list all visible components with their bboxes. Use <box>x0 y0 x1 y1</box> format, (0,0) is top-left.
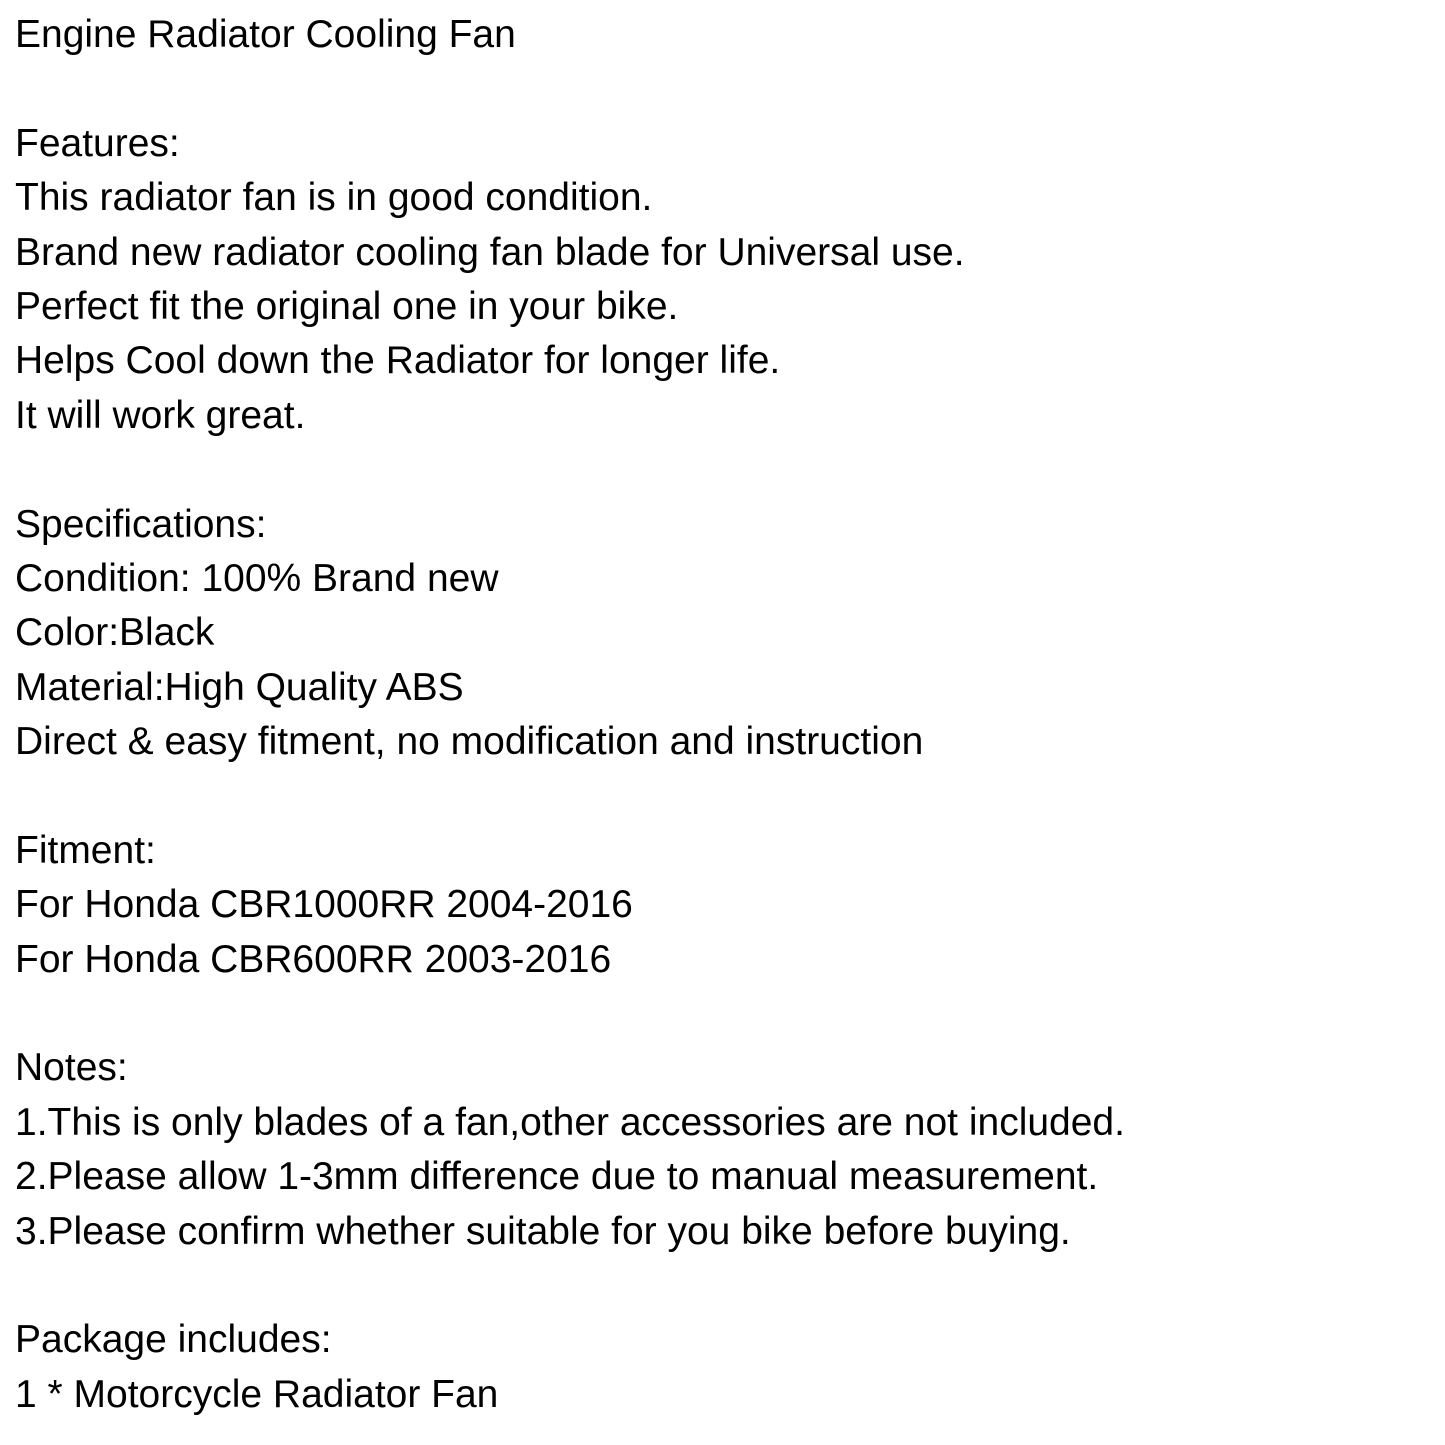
specifications-heading: Specifications: <box>15 502 267 546</box>
fitment-heading: Fitment: <box>15 828 156 872</box>
specification-item: Condition: 100% Brand new <box>15 556 499 600</box>
spacer <box>15 1259 1435 1313</box>
notes-heading: Notes: <box>15 1046 128 1090</box>
specifications-section <box>15 498 1435 770</box>
feature-item: It will work great. <box>15 393 306 437</box>
fitment-item: For Honda CBR600RR 2003-2016 <box>15 937 612 981</box>
spacer <box>15 987 1435 1041</box>
specification-item: Material:High Quality ABS <box>15 665 464 709</box>
product-description <box>15 8 1435 1422</box>
specification-item: Direct & easy fitment, no modification and instruction <box>15 720 924 764</box>
note-item: 2.Please allow 1-3mm difference due to manual measurement. <box>15 1155 1099 1199</box>
package-heading: Package includes: <box>15 1318 332 1362</box>
note-item: 1.This is only blades of a fan,other accessories are not included. <box>15 1100 1125 1144</box>
spacer <box>15 62 1435 116</box>
note-item: 3.Please confirm whether suitable for you bike before buying. <box>15 1209 1071 1253</box>
features-heading: Features: <box>15 121 180 165</box>
feature-item: Brand new radiator cooling fan blade for Universal use. <box>15 230 965 274</box>
specification-item: Color:Black <box>15 611 215 655</box>
feature-item: Helps Cool down the Radiator for longer life. <box>15 339 781 383</box>
spacer <box>15 769 1435 823</box>
fitment-item: For Honda CBR1000RR 2004-2016 <box>15 883 633 927</box>
features-section <box>15 117 1435 443</box>
spacer <box>15 443 1435 497</box>
notes-section <box>15 1041 1435 1259</box>
feature-item: This radiator fan is in good condition. <box>15 176 653 220</box>
document-title: Engine Radiator Cooling Fan <box>15 13 516 56</box>
feature-item: Perfect fit the original one in your bike. <box>15 284 679 328</box>
package-section <box>15 1313 1435 1422</box>
package-item: 1 * Motorcycle Radiator Fan <box>15 1372 499 1416</box>
fitment-section <box>15 824 1435 987</box>
